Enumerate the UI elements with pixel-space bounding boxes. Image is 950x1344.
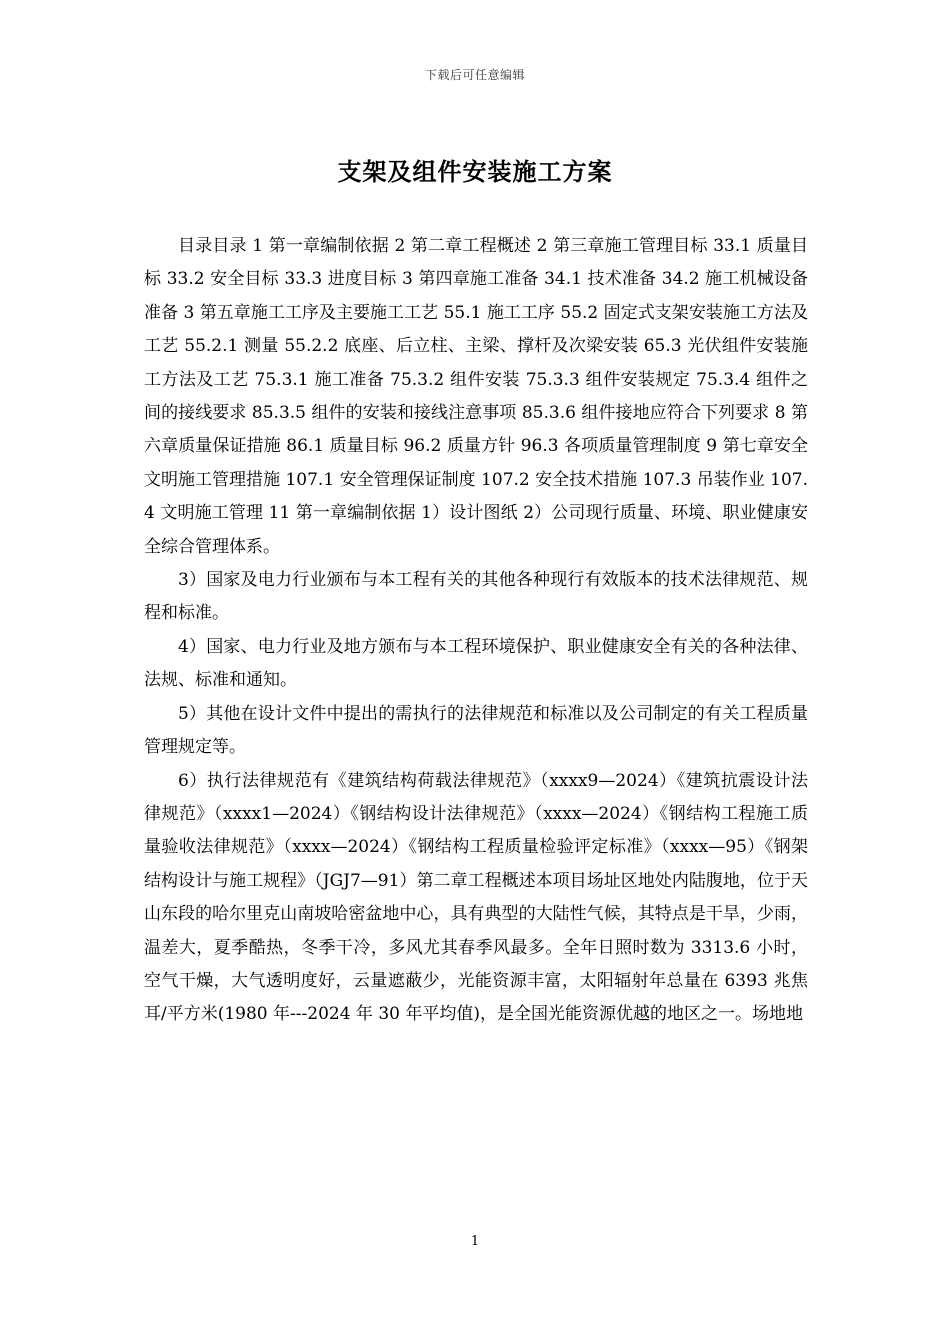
paragraph-toc-and-basis: 目录目录 1 第一章编制依据 2 第二章工程概述 2 第三章施工管理目标 33.1 质量目标 33.2 安全目标 33.3 进度目标 3 第四章施工准备 34.1 技术准备 34.2 施工机械设备准备 3 第五章施工工序及主要施工工艺 55.1 施工工序 55.2 固定式支架安装施工方法及工艺 55.2.1 测量 55.2.2 底座、后立柱、主梁、撑杆及次梁安装 65.3 光伏组件安装施工方法及工艺 75.3.1 施工准备 75.3.2 组件安装 75.3.3 组件安装规定 75.3.4 组件之间的接线要求 85.3.5 组件的安装和接线注意事项 85.3.6 组件接地应符合下列要求 8 第六章质量保证措施 86.1 质量目标 96.2 质量方针 96.3 各项质量管理制度 9 第七章安全文明施工管理措施 107.1 安全管理保证制度 107.2 安全技术措施 107.3 吊装作业 107.4 文明施工管理 11 第一章编制依据 1）设计图纸 2）公司现行质量、环境、职业健康安全综合管理体系。 bbox=[144, 236, 808, 557]
header-note: 下载后可任意编辑 bbox=[424, 68, 525, 82]
paragraph-basis-6-and-overview: 6）执行法律规范有《建筑结构荷载法律规范》（xxxx9—2024）《建筑抗震设计法律规范》（xxxx1—2024）《钢结构设计法律规范》（xxxx—2024）《钢结构工程施工质量验收法律规范》（xxxx—2024）《钢结构工程质量检验评定标准》（xxxx—95）《钢架结构设计与施工规程》（JGJ7—91）第二章工程概述本项目场址区地处内陆腹地，位于天山东段的哈尔里克山南坡哈密盆地中心，具有典型的大陆性气候，其特点是干旱，少雨，温差大，夏季酷热，冬季干冷，多风尤其春季风最多。全年日照时数为 3313.6 小时，空气干燥，大气透明度好，云量遮蔽少，光能资源丰富，太阳辐射年总量在 6393 兆焦耳/平方米(1980 年---2024 年 30 年平均值)，是全国光能资源优越的地区之一。场地地 bbox=[144, 770, 808, 1025]
paragraph-basis-3: 3）国家及电力行业颁布与本工程有关的其他各种现行有效版本的技术法律规范、规程和标准。 bbox=[144, 570, 808, 624]
document-body bbox=[144, 230, 808, 1032]
paragraph-basis-5: 5）其他在设计文件中提出的需执行的法律规范和标准以及公司制定的有关工程质量管理规定等。 bbox=[144, 703, 808, 758]
document-title: 支架及组件安装施工方案 bbox=[337, 157, 613, 186]
page-number: 1 bbox=[470, 1234, 480, 1249]
paragraph-basis-4: 4）国家、电力行业及地方颁布与本工程环境保护、职业健康安全有关的各种法律、法规、标准和通知。 bbox=[144, 636, 808, 691]
